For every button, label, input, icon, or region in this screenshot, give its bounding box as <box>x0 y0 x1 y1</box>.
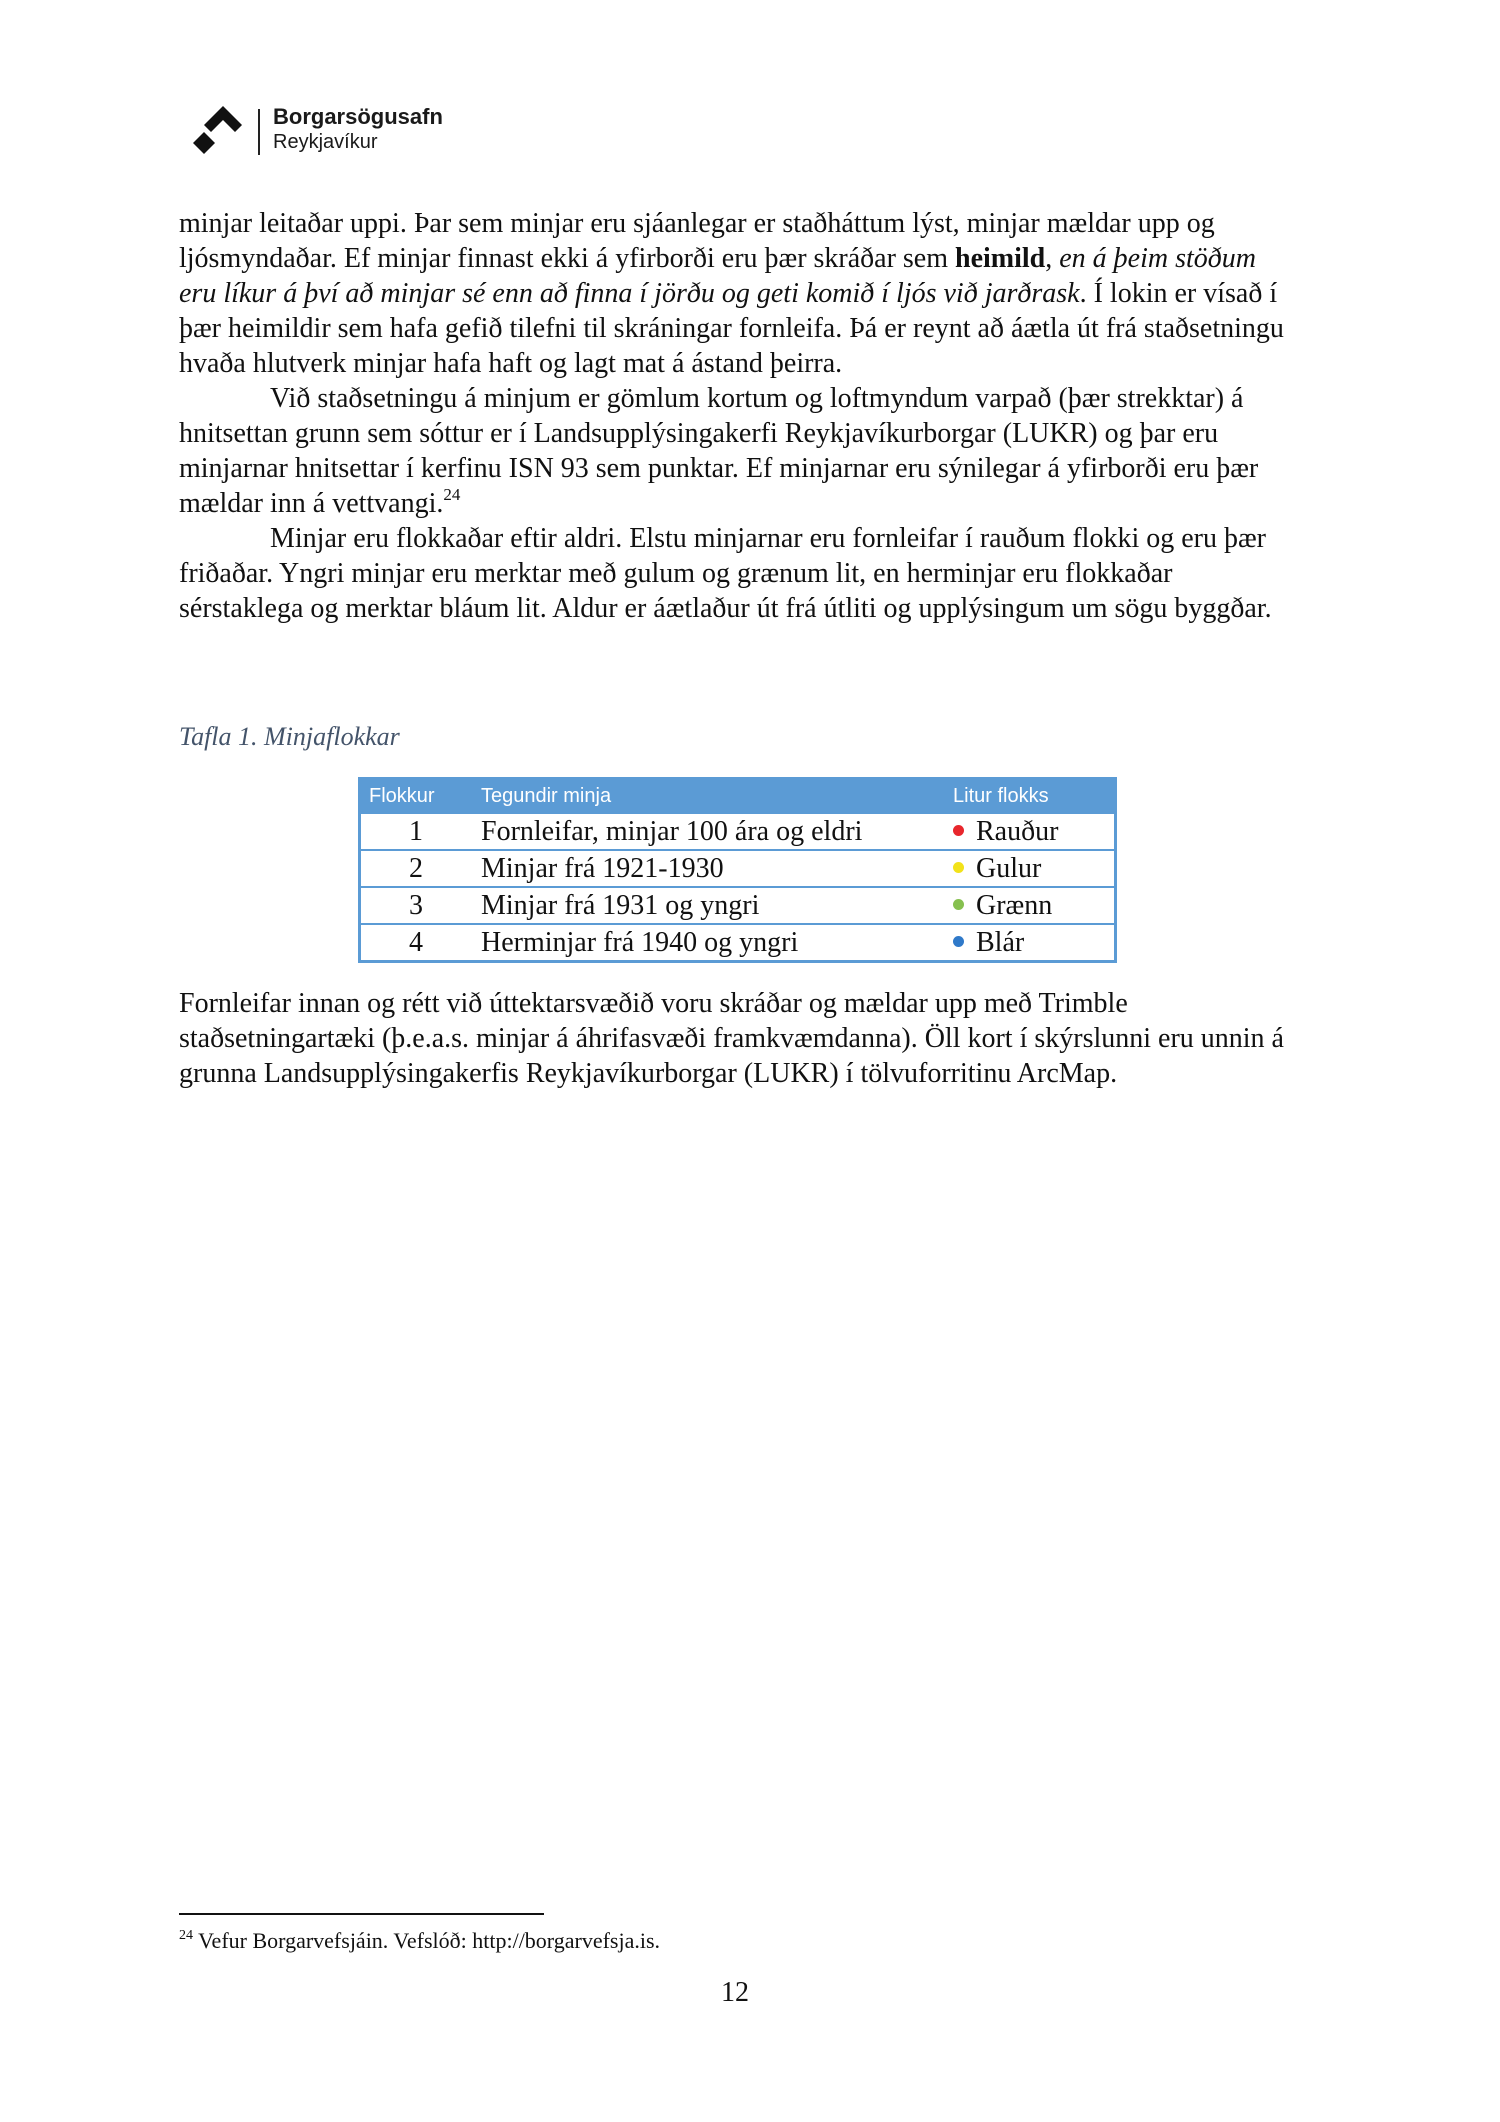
paragraph-1-text: minjar leitaðar uppi. Þar sem minjar eru sjáanlegar er staðháttum lýst, minjar mældar upp og ljósmyndaðar. Ef minjar finnast ekki á yfirborði eru þær skráðar sem <box>179 208 1215 274</box>
paragraph-1 <box>179 206 1299 381</box>
paragraph-1-bold: heimild <box>955 243 1046 274</box>
litur-label: Blár <box>976 926 1025 958</box>
footnote-text: Vefur Borgarvefsjáin. Vefslóð: http://borgarvefsja.is. <box>198 1928 661 1953</box>
cell-litur <box>933 924 1116 962</box>
paragraph-1-sep: , <box>1045 243 1060 274</box>
logo-chevron-icon <box>193 106 253 158</box>
cell-flokkur: 4 <box>360 924 472 962</box>
table-row <box>360 924 1116 962</box>
closing-text <box>179 986 1299 1091</box>
green-dot-icon <box>953 899 964 910</box>
cell-tegund: Fornleifar, minjar 100 ára og eldri <box>471 813 933 850</box>
table-row <box>360 813 1116 850</box>
footnote-separator <box>179 1913 544 1915</box>
paragraph-3: Minjar eru flokkaðar eftir aldri. Elstu minjarnar eru fornleifar í rauðum flokki og eru þær friðaðar. Yngri minjar eru merktar með gulum og grænum lit, en herminjar eru flokkaðar sérstaklega og merktar bláum lit. Aldur er áætlaður út frá útliti og upplýsingum um sögu byggðar. <box>179 523 1272 624</box>
body-text <box>179 206 1299 626</box>
header-flokkur: Flokkur <box>360 779 472 814</box>
yellow-dot-icon <box>953 862 964 873</box>
footnote-number: 24 <box>179 1928 193 1943</box>
logo-divider <box>258 109 260 155</box>
litur-label: Rauður <box>976 815 1059 847</box>
paragraph-2 <box>179 381 1299 521</box>
cell-flokkur: 1 <box>360 813 472 850</box>
table-row <box>360 887 1116 924</box>
page-number: 12 <box>721 1977 749 2008</box>
cell-tegund: Herminjar frá 1940 og yngri <box>471 924 933 962</box>
paragraph-1-end: . Í lokin er vísað í þær heimildir sem hafa gefið tilefni til skráningar fornleifa. Þá er reynt að áætla út frá staðsetningu hvaða hlutverk minjar hafa haft og lagt mat á ástand þeirra. <box>179 278 1284 379</box>
footnote-ref-24[interactable]: 24 <box>443 485 461 504</box>
cell-tegund: Minjar frá 1931 og yngri <box>471 887 933 924</box>
cell-flokkur: 2 <box>360 850 472 887</box>
table-header-row <box>360 779 1116 814</box>
cell-tegund: Minjar frá 1921-1930 <box>471 850 933 887</box>
litur-label: Gulur <box>976 852 1042 884</box>
cell-litur <box>933 887 1116 924</box>
table-caption: Tafla 1. Minjaflokkar <box>179 722 400 751</box>
table-row <box>360 850 1116 887</box>
header-litur: Litur flokks <box>933 779 1116 814</box>
minjaflokkar-table <box>358 777 1117 963</box>
cell-litur <box>933 813 1116 850</box>
paragraph-1-italic: en á þeim stöðum eru líkur á því að minjar sé enn að finna í jörðu og geti komið í ljós við jarðrask <box>179 243 1257 309</box>
logo-subtitle: Reykjavíkur <box>273 131 378 153</box>
paragraph-4: Fornleifar innan og rétt við úttektarsvæðið voru skráðar og mældar upp með Trimble staðsetningartæki (þ.e.a.s. minjar á áhrifasvæði framkvæmdanna). Öll kort í skýrslunni eru unnin á grunna Landsupplýsingakerfis Reykjavíkurborgar (LUKR) í tölvuforritinu ArcMap. <box>179 988 1284 1089</box>
blue-dot-icon <box>953 936 964 947</box>
logo-name: Borgarsögusafn <box>273 104 443 129</box>
header-tegundir: Tegundir minja <box>471 779 933 814</box>
footnote <box>179 1928 660 1954</box>
cell-litur <box>933 850 1116 887</box>
litur-label: Grænn <box>976 889 1053 921</box>
paragraph-2-text: Við staðsetningu á minjum er gömlum kortum og loftmyndum varpað (þær strekktar) á hnitsettan grunn sem sóttur er í Landsupplýsingakerfi Reykjavíkurborgar (LUKR) og þar eru minjarnar hnitsettar í kerfinu ISN 93 sem punktar. Ef minjarnar eru sýnilegar á yfirborði eru þær mældar inn á vettvangi. <box>179 383 1259 519</box>
cell-flokkur: 3 <box>360 887 472 924</box>
red-dot-icon <box>953 825 964 836</box>
